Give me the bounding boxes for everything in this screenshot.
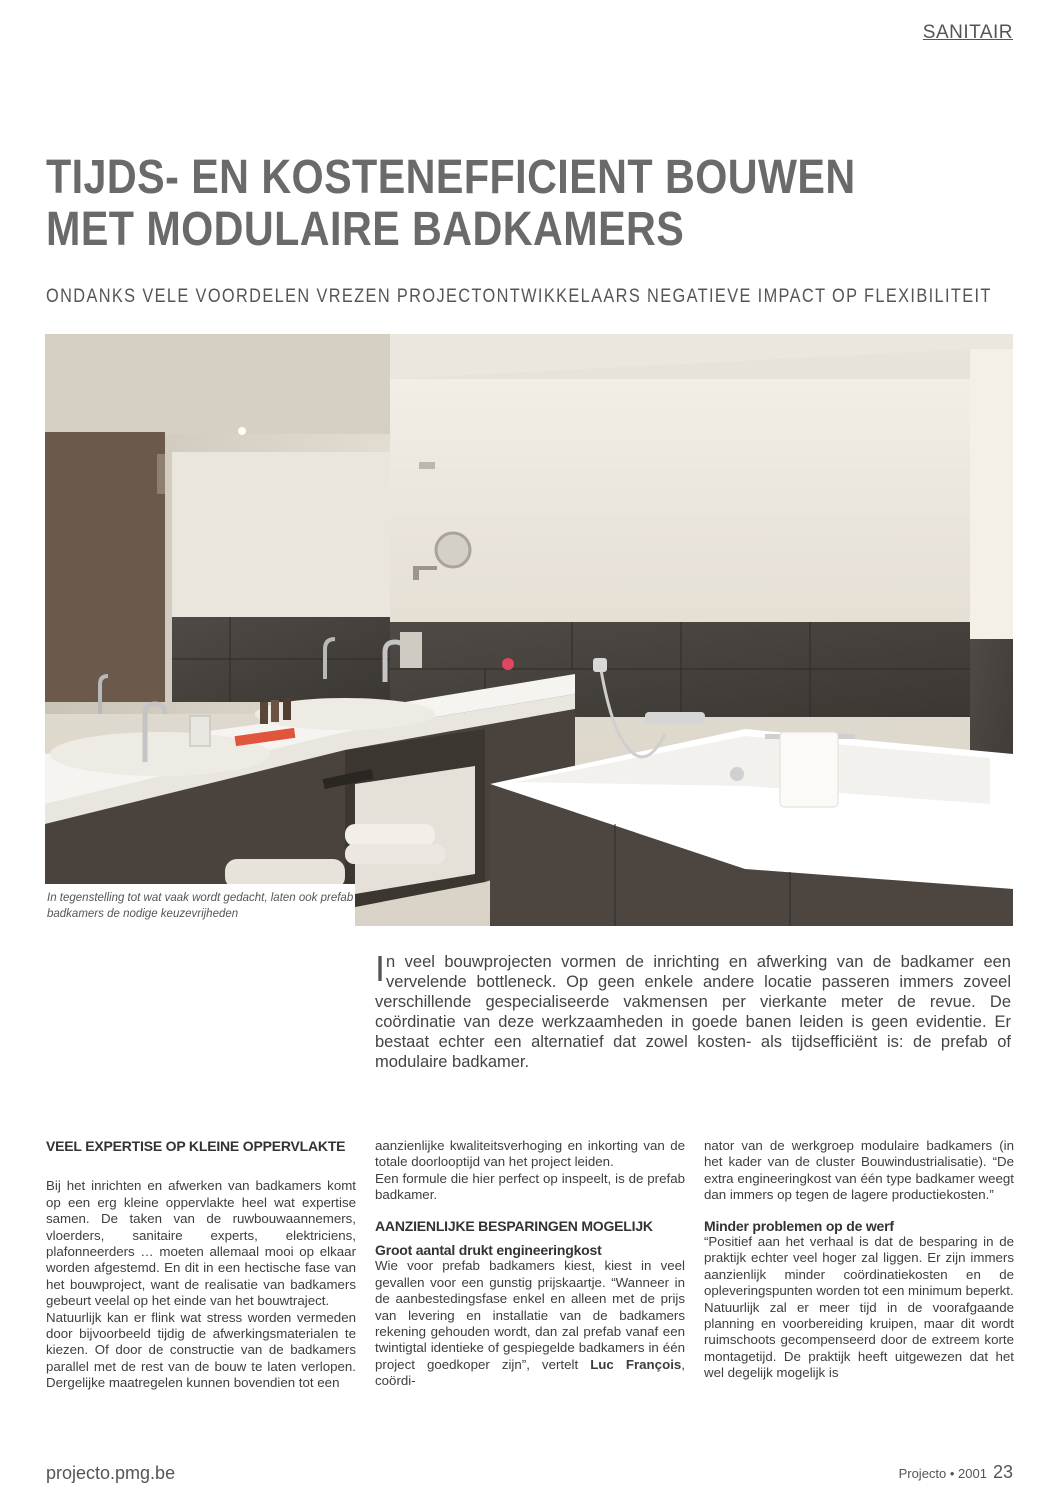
paragraph-text-end: , coördi- (375, 1356, 685, 1389)
paragraph: aanzienlijke kwaliteitsverhoging en inkorting van de totale doorlooptijd van het project leiden. (375, 1138, 685, 1170)
paragraph-text: Wie voor prefab badkamers kiest, kiest in veel gevallen voor een gunstig prijskaartje. “Wanneer in de aanbestedingsfase enkel en alleen met de prijs van levering en installatie van de badkamers rekening gehouden wordt, dan zal prefab vanaf een twintigtal identieke of gespiegelde badkamers in één project goedkoper zijn”, vertelt (375, 1258, 685, 1372)
paragraph: Natuurlijk kan er flink wat stress worden vermeden door bijvoorbeeld tijdig de afwerkingsmaterialen te kiezen. Of door de constructie van de badkamers parallel met de rest van de bouw te laten verlopen. Dergelijke maatregelen kunnen bovendien tot een (46, 1309, 356, 1391)
paragraph (375, 1258, 685, 1389)
drop-cap: I (375, 948, 386, 989)
subheading-werf: Minder problemen op de werf (704, 1217, 894, 1234)
paragraph: Een formule die hier perfect op inspeelt, is de prefab badkamer. (375, 1170, 685, 1203)
subheading-engineeringkost: Groot aantal drukt engineeringkost (375, 1242, 602, 1259)
section-heading-expertise: VEEL EXPERTISE OP KLEINE OPPERVLAKTE (46, 1138, 346, 1154)
intro-paragraph (375, 948, 1011, 1072)
paragraph: Bij het inrichten en afwerken van badkamers komt op een erg kleine oppervlakte heel wat expertise samen. De taken van de ruwbouwaannemers, vloerders, sanitaire experts, elektriciens, plafonneerders … moeten allemaal mooi op elkaar worden afgestemd. En dit in een hectische fase van het bouwproject, want de realisatie van badkamers gebeurt veelal op het einde van het bouwtraject. (46, 1178, 356, 1309)
paragraph: nator van de werkgroep modulaire badkamers (in het kader van de cluster Bouwindustrialisatie). “De extra engineeringkost van één type badkamer weegt dan immers op tegen de lagere productiekosten.” (704, 1138, 1014, 1203)
title-line-1: TIJDS- EN KOSTENEFFICIENT BOUWEN (46, 151, 856, 204)
footer-website: projecto.pmg.be (46, 1463, 176, 1483)
intro-text: n veel bouwprojecten vormen de inrichting en afwerking van de badkamer een vervelende bottleneck. Op geen enkele andere locatie passeren immers zoveel verschillende gespecialiseerde vakmensen per vierkante meter de revue. De coördinatie van deze werkzaamheden in goede banen leiden is geen evidentie. Er bestaat echter een alternatief dat zowel kosten- als tijdsefficiënt is: de prefab of modulaire badkamer. (375, 953, 1011, 1071)
person-name: Luc François (590, 1356, 682, 1372)
column-1 (46, 1138, 356, 1392)
article-subtitle: ONDANKS VELE VOORDELEN VREZEN PROJECTONTWIKKELAARS NEGATIEVE IMPACT OP FLEXIBILITEIT (46, 286, 992, 307)
photo-caption: In tegenstelling tot wat vaak wordt gedacht, laten ook prefab badkamers de nodige keuzevrijheden (45, 884, 355, 928)
bathroom-photo (45, 334, 1013, 926)
paragraph: “Positief aan het verhaal is dat de besparing in de praktijk echter veel hoger zal liggen. Er zijn immers aanzienlijk minder coördinatiekosten en de opleveringspunten worden tot een minimum beperkt. (704, 1234, 1014, 1299)
footer-magazine: Projecto • 2001 (898, 1466, 987, 1481)
footer-page-info (899, 1462, 1013, 1483)
column-2 (375, 1138, 685, 1390)
paragraph: Natuurlijk zal er meer tijd in de voorafgaande planning en voorbereiding kruipen, maar dit wordt ruimschoots gecompenseerd door de extreem korte montagetijd. De praktijk heeft uitgewezen dat het wel degelijk mogelijk is (704, 1299, 1014, 1381)
section-tag: SANITAIR (922, 22, 1013, 43)
article-title (46, 152, 889, 256)
title-line-2: MET MODULAIRE BADKAMERS (46, 203, 685, 256)
page-number: 23 (992, 1462, 1013, 1482)
column-3 (704, 1138, 1014, 1382)
section-heading-besparingen: AANZIENLIJKE BESPARINGEN MOGELIJK (375, 1217, 653, 1234)
